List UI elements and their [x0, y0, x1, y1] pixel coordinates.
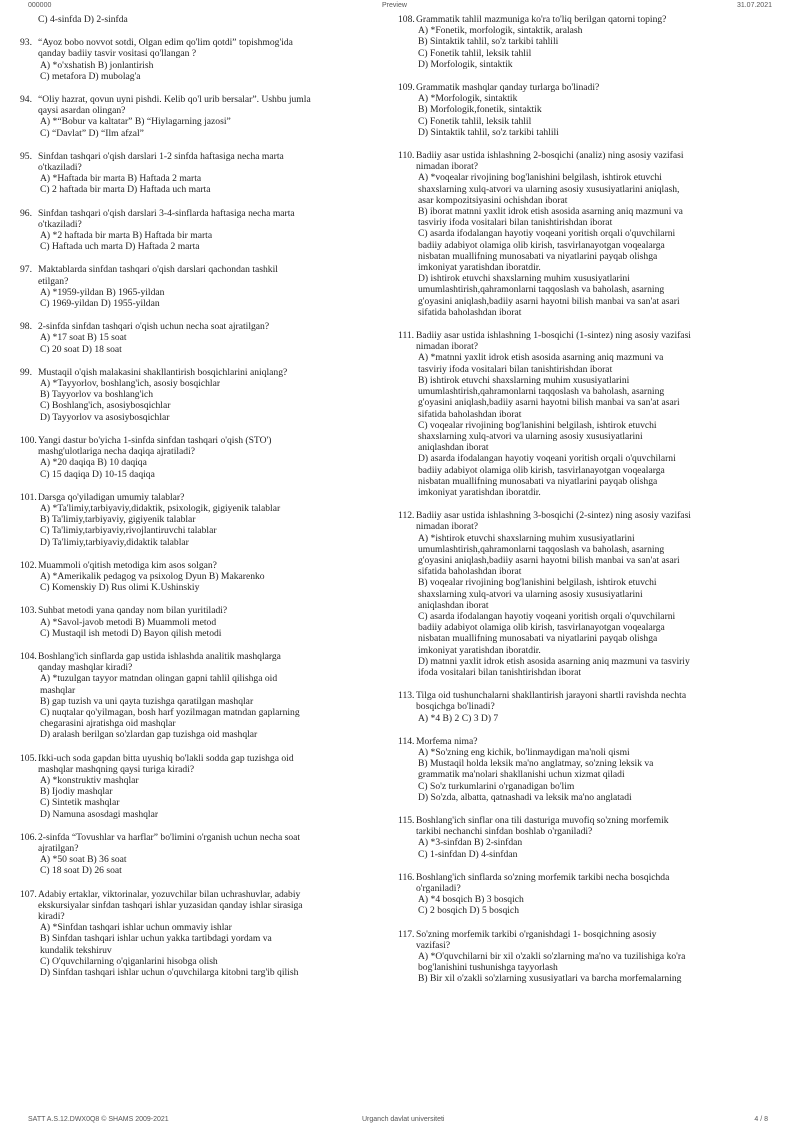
question	[398, 330, 756, 498]
answer-option: D) So'zda, albatta, qatnashadi va leksik ma'no anglatadi	[418, 791, 632, 803]
footer-university: Urganch davlat universiteti	[362, 1116, 445, 1123]
answer-option: C) 2 bosqich D) 5 bosqich	[418, 905, 519, 917]
question-body	[38, 264, 378, 309]
answer-option: A) *matnni yaxlit idrok etish asosida asarning aniq mazmuni va	[418, 352, 664, 364]
answer-option: A) *50 soat B) 36 soat	[40, 854, 127, 866]
stem-line: ekskursiyalar sinfdan tashqari ishlar yuzasidan qanday ishlar sirasiga	[38, 899, 303, 911]
question-stem	[38, 889, 378, 923]
question	[398, 690, 756, 724]
question-body	[416, 690, 756, 724]
right-column	[398, 14, 756, 997]
question-stem	[38, 367, 378, 378]
question	[20, 367, 378, 423]
answer-option: C) 1-sinfdan D) 4-sinfdan	[418, 848, 518, 860]
question-stem	[38, 321, 378, 332]
question	[20, 151, 378, 196]
answer-option: C) Mustaqil ish metodi D) Bayon qilish metodi	[40, 627, 222, 639]
question-body	[38, 753, 378, 820]
answer-option: A) *konstruktiv mashqlar	[40, 774, 139, 786]
question	[398, 510, 756, 678]
answer-option: umumlashtirish,qahramonlarni taqqoslash va baholash, asarning	[418, 386, 665, 398]
question-body	[38, 151, 378, 196]
question-number: 117.	[398, 928, 415, 940]
stem-line: Tilga oid tushunchalarni shakllantirish jarayoni shartli ravishda nechta	[416, 690, 687, 702]
continued-options	[38, 14, 378, 25]
question-body	[416, 330, 756, 498]
question-number: 105.	[20, 752, 37, 764]
stem-line: Yangi dastur bo'yicha 1-sinfda sinfdan tashqari o'qish (STO')	[38, 434, 272, 446]
question-stem	[38, 208, 378, 230]
answer-option: B) gap tuzish va uni qayta tuzishga qaratilgan mashqlar	[40, 695, 254, 707]
question-body	[38, 37, 378, 82]
question-number: 94.	[20, 94, 32, 106]
stem-line: ajratilgan?	[38, 842, 79, 854]
answer-option: kundalik tekshiruv	[40, 944, 112, 956]
answer-option: imkoniyat yaratishdan iboratdir.	[418, 262, 541, 274]
question-body	[416, 82, 756, 138]
answer-option: C) metafora D) mubolag'a	[40, 70, 141, 82]
answer-option: C) asarda ifodalangan hayotiy voqeani yoritish orqali o'quvchilarni	[418, 610, 676, 622]
stem-line: o'tkaziladi?	[38, 162, 82, 174]
question-number: 98.	[20, 321, 32, 333]
answer-option: A) *Savol-javob metodi B) Muammoli metod	[40, 616, 217, 628]
question-stem	[38, 832, 378, 854]
answer-option: A) *ishtirok etuvchi shaxslarning muhim xususiyatlarini	[418, 532, 635, 544]
question	[20, 889, 378, 979]
question-body	[416, 510, 756, 678]
question-stem	[416, 510, 756, 532]
answer-option: bog'lanishini tushunishga tayyorlash	[418, 962, 558, 974]
question-number: 99.	[20, 366, 32, 378]
answer-option: D) ishtirok etuvchi shaxslarning muhim xususiyatlarini	[418, 273, 630, 285]
answer-option: B) Sinfdan tashqari ishlar uchun yakka tartibdagi yordam va	[40, 933, 272, 945]
stem-line: Badiiy asar ustida ishlashning 2-bosqichi (analiz) ning asosiy vazifasi	[416, 150, 684, 162]
question-body	[38, 832, 378, 877]
stem-line: Adabiy ertaklar, viktorinalar, yozuvchilar bilan uchrashuvlar, adabiy	[38, 888, 301, 900]
question	[398, 815, 756, 860]
question-stem	[38, 651, 378, 673]
question-number: 114.	[398, 735, 415, 747]
answer-option: C) Ta'limiy,tarbiyaviy,rivojlantiruvchi talablar	[40, 525, 217, 537]
question	[20, 37, 378, 82]
stem-line: Maktablarda sinfdan tashqari o'qish darslari qachondan tashkil	[38, 264, 278, 276]
answer-option: C) O'quvchilarning o'qiganlarini hisobga olish	[40, 955, 218, 967]
header-title: Preview	[382, 2, 407, 9]
answer-option: A) *o'xshatish B) jonlantirish	[40, 59, 154, 71]
question	[398, 872, 756, 917]
question-number: 108.	[398, 14, 415, 25]
question-body	[416, 14, 756, 70]
page-footer	[20, 1116, 780, 1128]
question-number: 101.	[20, 491, 37, 503]
question-body	[38, 94, 378, 139]
question	[398, 929, 756, 985]
question-body	[38, 367, 378, 423]
question-body	[38, 560, 378, 594]
stem-line: Muammoli o'qitish metodiga kim asos solgan?	[38, 559, 217, 571]
stem-line: Suhbat metodi yana qanday nom bilan yuritiladi?	[38, 605, 228, 617]
question-stem	[416, 150, 756, 172]
answer-option: grammatik ma'nolari shakllanishi uchun xizmat qiladi	[418, 769, 625, 781]
answer-option: sifatida baholashdan iborat	[418, 306, 522, 318]
question-stem	[38, 753, 378, 775]
stem-line: Ikki-uch soda gapdan bitta uyushiq bo'lakli sodda gap tuzishga oid	[38, 752, 294, 764]
answer-option: shaxslarning xulq-atvori va ularning asosiy xususiyatlarini	[418, 588, 643, 600]
stem-line: vazifasi?	[416, 939, 451, 951]
question-stem	[416, 330, 756, 352]
question-number: 115.	[398, 815, 415, 826]
answer-option: badiiy adabiyot olamiga olib kirish, tasvirlanayotgan voqealarga	[418, 464, 665, 476]
question-number: 95.	[20, 150, 32, 162]
question-stem	[416, 815, 756, 837]
question-stem	[416, 14, 756, 25]
answer-option: D) Sinfdan tashqari ishlar uchun o'quvchilarga kitobni targ'ib qilish	[40, 967, 299, 979]
stem-line: Sinfdan tashqari o'qish darslari 1-2 sinfda haftasiga necha marta	[38, 150, 284, 162]
stem-line: 2-sinfda sinfdan tashqari o'qish uchun necha soat ajratilgan?	[38, 321, 270, 333]
answer-option: A) *1959-yildan B) 1965-yildan	[40, 286, 165, 298]
question-number: 103.	[20, 605, 37, 617]
answer-option: B) Ta'limiy,tarbiyaviy, gigiyenik talablar	[40, 514, 196, 526]
answer-option: A) *Fonetik, morfologik, sintaktik, aralash	[418, 25, 583, 37]
answer-option: asar kompozitsiyasini ochishdan iborat	[418, 194, 568, 206]
question-number: 107.	[20, 888, 37, 900]
answer-option: C) 20 soat D) 18 soat	[40, 343, 122, 355]
question-body	[416, 929, 756, 985]
answer-option: umumlashtirish,qahramonlarni taqqoslash va baholash, asarning	[418, 543, 665, 555]
question-body	[38, 889, 378, 979]
question	[20, 753, 378, 820]
answer-option: C) nuqtalar qo'yilmagan, bosh harf yozilmagan matndan gaplarning	[40, 706, 300, 718]
question-body	[38, 435, 378, 480]
option-line: C) 4-sinfda D) 2-sinfda	[38, 14, 128, 25]
answer-option: C) 2 haftada bir marta D) Haftada uch marta	[40, 184, 211, 196]
answer-option: aniqlashdan iborat	[418, 599, 489, 611]
answer-option: g'oyasini aniqlash,badiiy asarni hayotni bilish manbai va san'at asari	[418, 397, 680, 409]
answer-option: shaxslarning xulq-atvori va ularning asosiy xususiyatlarini	[418, 430, 643, 442]
answer-option: A) *Morfologik, sintaktik	[418, 93, 518, 105]
question-stem	[38, 151, 378, 173]
question	[20, 492, 378, 548]
question-number: 111.	[398, 330, 415, 342]
question-body	[38, 208, 378, 253]
question-stem	[38, 560, 378, 571]
stem-line: 2-sinfda “Tovushlar va harflar” bo'limini o'rganish uchun necha soat	[38, 831, 301, 843]
stem-line: etilgan?	[38, 275, 69, 287]
answer-option: B) iborat matnni yaxlit idrok etish asosida asarning aniq mazmuni va	[418, 206, 683, 218]
stem-line: Grammatik mashqlar qanday turlarga bo'linadi?	[416, 82, 600, 94]
answer-option: C) So'z turkumlarini o'rganadigan bo'lim	[418, 780, 575, 792]
answer-option: D) aralash berilgan so'zlardan gap tuzishga oid mashqlar	[40, 729, 258, 741]
answer-option: C) 15 daqiqa D) 10-15 daqiqa	[40, 468, 155, 480]
question-stem	[416, 690, 756, 712]
question-stem	[38, 435, 378, 457]
question-stem	[38, 605, 378, 616]
answer-option: badiiy adabiyot olamiga olib kirish, tasvirlanayotgan voqealarga	[418, 239, 665, 251]
answer-option: D) Tayyorlov va asosiybosqichlar	[40, 411, 170, 423]
answer-option: badiiy adabiyot olamiga olib kirish, tasvirlanayotgan voqealarga	[418, 622, 665, 634]
answer-option: A) *3-sinfdan B) 2-sinfdan	[418, 837, 523, 849]
stem-line: Boshlang'ich sinflarda gap ustida ishlashda analitik mashqlarga	[38, 650, 281, 662]
question-stem	[416, 929, 756, 951]
page-header	[20, 2, 780, 14]
stem-line: tarkibi nechanchi sinfdan boshlab o'rganiladi?	[416, 826, 593, 838]
stem-line: nimadan iborat?	[416, 521, 479, 533]
answer-option: D) Ta'limiy,tarbiyaviy,didaktik talablar	[40, 536, 189, 548]
question-body	[416, 736, 756, 803]
answer-option: A) *4 bosqich B) 3 bosqich	[418, 894, 524, 906]
question-stem	[38, 492, 378, 503]
stem-line: Mustaqil o'qish malakasini shakllantirish bosqichlarini aniqlang?	[38, 366, 288, 378]
answer-option: B) Tayyorlov va boshlang'ich	[40, 389, 154, 401]
answer-option: g'oyasini aniqlash,badiiy asarni hayotni bilish manbai va san'at asari	[418, 295, 680, 307]
stem-line: qaysi asardan olingan?	[38, 105, 126, 117]
answer-option: tasviriy ifoda vositalari bilan tanishtirishdan iborat	[418, 363, 613, 375]
question-stem	[38, 37, 378, 59]
answer-option: D) Namuna asosdagi mashqlar	[40, 808, 159, 820]
question-number: 97.	[20, 264, 32, 276]
stem-line: Badiiy asar ustida ishlashning 3-bosqichi (2-sintez) ning asosiy vazifasi	[416, 510, 691, 522]
stem-line: Boshlang'ich sinflarda so'zning morfemik tarkibi necha bosqichda	[416, 871, 670, 883]
answer-option: D) Morfologik, sintaktik	[418, 58, 513, 70]
question-number: 100.	[20, 434, 37, 446]
stem-line: Morfema nima?	[416, 735, 478, 747]
answer-option: chegarasini ajratishga oid mashqlar	[40, 718, 176, 730]
answer-option: imkoniyat yaratishdan iboratdir.	[418, 486, 541, 498]
answer-option: C) Sintetik mashqlar	[40, 797, 120, 809]
header-code: 000000	[28, 2, 52, 9]
answer-option: C) Fonetik tahlil, leksik tahlil	[418, 115, 532, 127]
answer-option: imkoniyat yaratishdan iboratdir.	[418, 644, 541, 656]
stem-line: o'tkaziladi?	[38, 218, 82, 230]
answer-option: C) asarda ifodalangan hayotiy voqeani yoritish orqali o'quvchilarni	[418, 228, 676, 240]
question-number: 93.	[20, 37, 32, 49]
answer-option: C) 1969-yildan D) 1955-yildan	[40, 298, 160, 310]
answer-option: A) *2 haftada bir marta B) Haftada bir marta	[40, 230, 213, 242]
question	[20, 94, 378, 139]
answer-option: B) ishtirok etuvchi shaxslarning muhim xususiyatlarini	[418, 374, 630, 386]
question-stem	[416, 872, 756, 894]
question	[398, 736, 756, 803]
answer-option: aniqlashdan iborat	[418, 442, 489, 454]
left-column	[20, 14, 378, 990]
answer-option: nisbatan muallifning munosabati va niyatlarini payqab olishga	[418, 475, 658, 487]
answer-option: B) Morfologik,fonetik, sintaktik	[418, 104, 542, 116]
answer-option: A) *voqealar rivojining bog'lanishini belgilash, ishtirok etuvchi	[418, 172, 662, 184]
stem-line: bosqichga bo'linadi?	[416, 701, 495, 713]
answer-option: C) Komenskiy D) Rus olimi K.Ushinskiy	[40, 582, 200, 594]
answer-option: A) *O'quvchilarni bir xil o'zakli so'zlarning ma'no va tuzilishiga ko'ra	[418, 951, 686, 963]
question-number: 109.	[398, 82, 415, 94]
stem-line: nimadan iborat?	[416, 161, 479, 173]
question-stem	[416, 736, 756, 747]
answer-option: shaxslarning xulq-atvori va ularning asosiy xususiyatlarini aniqlash,	[418, 183, 680, 195]
answer-option: A) *Amerikalik pedagog va psixolog Dyun B) Makarenko	[40, 570, 265, 582]
question-stem	[416, 82, 756, 93]
question	[20, 208, 378, 253]
answer-option: C) “Davlat” D) “Ilm afzal”	[40, 127, 144, 139]
answer-option: umumlashtirish,qahramonlarni taqqoslash va baholash, asarning	[418, 284, 665, 296]
question	[20, 651, 378, 741]
question-number: 112.	[398, 510, 415, 522]
answer-option: C) voqealar rivojining bog'lanishini belgilash, ishtirok etuvchi	[418, 419, 657, 431]
question	[20, 435, 378, 480]
answer-option: mashqlar	[40, 684, 76, 696]
answer-option: nisbatan muallifning munosabati va niyatlarini payqab olishga	[418, 633, 658, 645]
stem-line: Sinfdan tashqari o'qish darslari 3-4-sinflarda haftasiga necha marta	[38, 207, 295, 219]
stem-line: mashg'ulotlariga necha daqiqa ajratiladi?	[38, 446, 196, 458]
stem-line: o'rganiladi?	[416, 883, 461, 895]
stem-line: kiradi?	[38, 911, 65, 922]
answer-option: tasviriy ifoda vositalari bilan tanishtirishdan iborat	[418, 217, 613, 229]
answer-option: D) asarda ifodalangan hayotiy voqeani yoritish orqali o'quvchilarni	[418, 453, 676, 465]
answer-option: A) *17 soat B) 15 soat	[40, 332, 127, 344]
stem-line: Boshlang'ich sinflar ona tili dasturiga muvofiq so'zning morfemik	[416, 815, 669, 826]
answer-option: D) Sintaktik tahlil, so'z tarkibi tahlili	[418, 126, 559, 138]
question	[20, 264, 378, 309]
answer-option: A) *“Bobur va kaltatar” B) “Hiylagarning jazosi”	[40, 116, 231, 128]
answer-option: sifatida baholashdan iborat	[418, 566, 522, 578]
answer-option: A) *Ta'limiy,tarbiyaviy,didaktik, psixologik, gigiyenik talablar	[40, 502, 281, 514]
answer-option: C) Haftada uch marta D) Haftada 2 marta	[40, 241, 200, 253]
answer-option: D) matnni yaxlit idrok etish asosida asarning aniq mazmuni va tasviriy	[418, 655, 690, 667]
answer-option: sifatida baholashdan iborat	[418, 408, 522, 420]
question-number: 96.	[20, 207, 32, 219]
question-stem	[38, 94, 378, 116]
stem-line: nimadan iborat?	[416, 341, 479, 353]
question-body	[416, 150, 756, 318]
question	[20, 605, 378, 639]
header-date: 31.07.2021	[736, 2, 772, 9]
answer-option: A) *tuzulgan tayyor matndan olingan gapni tahlil qilishga oid	[40, 673, 278, 685]
answer-option: B) Sintaktik tahlil, so'z tarkibi tahlili	[418, 36, 559, 48]
answer-option: g'oyasini aniqlash,badiiy asarni hayotni bilish manbai va san'at asari	[418, 554, 680, 566]
question-number: 113.	[398, 690, 415, 702]
answer-option: A) *Tayyorlov, boshlang'ich, asosiy bosqichlar	[40, 378, 221, 390]
stem-line: So'zning morfemik tarkibi o'rganishdagi 1- bosqichning asosiy	[416, 928, 657, 940]
question	[20, 321, 378, 355]
footer-page-number: 4 / 8	[754, 1116, 768, 1123]
question-body	[38, 492, 378, 548]
question-number: 110.	[398, 150, 415, 162]
stem-line: qanday mashqlar kiradi?	[38, 662, 133, 674]
answer-option: A) *4 B) 2 C) 3 D) 7	[418, 712, 499, 724]
answer-option: B) Mustaqil holda leksik ma'no anglatmay, so'zning leksik va	[418, 758, 654, 770]
question	[398, 150, 756, 318]
stem-line: “Ayoz bobo novvot sotdi, Olgan edim qo'lim qotdi” topishmog'ida	[38, 37, 293, 49]
stem-line: Darsga qo'yiladigan umumiy talablar?	[38, 491, 185, 503]
answer-option: B) voqealar rivojining bog'lanishini belgilash, ishtirok etuvchi	[418, 577, 657, 589]
question-stem	[38, 264, 378, 286]
question-body	[416, 872, 756, 917]
stem-line: mashqlar mashqning qaysi turiga kiradi?	[38, 763, 195, 775]
answer-option: A) *Sinfdan tashqari ishlar uchun ommaviy ishlar	[40, 922, 232, 934]
question	[398, 14, 756, 70]
question-number: 116.	[398, 871, 415, 883]
question-number: 102.	[20, 559, 37, 571]
question	[398, 82, 756, 138]
question-body	[38, 321, 378, 355]
question-number: 106.	[20, 831, 37, 843]
question-body	[38, 605, 378, 639]
answer-option: B) Ijodiy mashqlar	[40, 786, 113, 798]
stem-line: qanday badiiy tasvir vositasi qo'llangan ?	[38, 48, 197, 60]
question	[20, 832, 378, 877]
answer-option: A) *So'zning eng kichik, bo'linmaydigan ma'noli qismi	[418, 746, 630, 758]
footer-code: SATT A.S.12.DWX0Q8 © SHAMS 2009-2021	[28, 1116, 169, 1123]
stem-line: “Oliy hazrat, qovun uyni pishdi. Kelib qo'l urib bersalar”. Ushbu jumla	[38, 94, 311, 106]
answer-option: B) Bir xil o'zakli so'zlarning xususiyatlari va barcha morfemalarning	[418, 973, 682, 985]
answer-option: ifoda vositalari bilan tanishtirishdan iborat	[418, 666, 582, 678]
answer-option: C) Fonetik tahlil, leksik tahlil	[418, 47, 532, 59]
answer-option: A) *Haftada bir marta B) Haftada 2 marta	[40, 173, 202, 185]
stem-line: Badiiy asar ustida ishlashning 1-bosqichi (1-sintez) ning asosiy vazifasi	[416, 330, 691, 342]
question-number: 104.	[20, 650, 37, 662]
question-body	[38, 651, 378, 741]
answer-option: nisbatan muallifning munosabati va niyatlarini payqab olishga	[418, 250, 658, 262]
stem-line: Grammatik tahlil mazmuniga ko'ra to'liq berilgan qatorni toping?	[416, 14, 667, 25]
question	[20, 560, 378, 594]
question-body	[416, 815, 756, 860]
answer-option: C) Boshlang'ich, asosiybosqichlar	[40, 400, 171, 412]
answer-option: C) 18 soat D) 26 soat	[40, 865, 122, 877]
answer-option: A) *20 daqiqa B) 10 daqiqa	[40, 457, 147, 469]
